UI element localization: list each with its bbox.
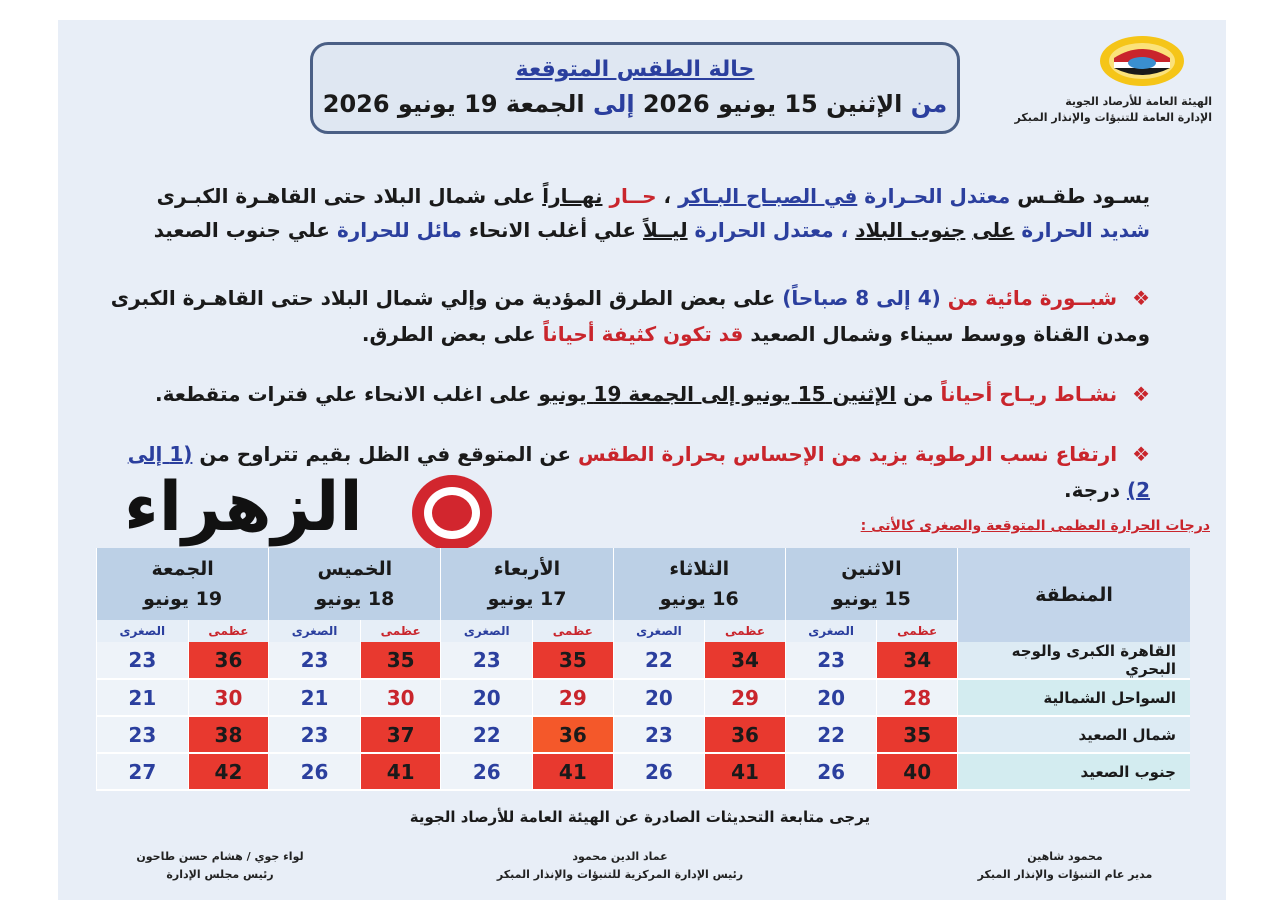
signature-name: عماد الدين محمود: [572, 850, 668, 863]
min-temp-cell: 23: [97, 716, 189, 753]
day-header: الجمعة 19 يونيو: [97, 548, 269, 620]
max-temp-cell: 41: [705, 753, 786, 790]
bullet-icon: ❖: [1132, 442, 1150, 466]
forecast-title: حالة الطقس المتوقعة: [515, 57, 755, 82]
watermark-logo-icon: [404, 472, 500, 554]
bullet-icon: ❖: [1132, 286, 1150, 310]
max-label: عظمى: [360, 620, 441, 642]
max-label: عظمى: [188, 620, 269, 642]
summary-text: على شمال البلاد حتى القاهـرة الكبـرى: [156, 184, 536, 208]
min-temp-cell: 22: [441, 716, 533, 753]
max-temp-cell: 28: [877, 679, 958, 716]
summary-text: جنوب البلاد: [855, 218, 966, 242]
min-label: الصغرى: [97, 620, 189, 642]
min-temp-cell: 26: [613, 753, 705, 790]
table-caption: درجات الحرارة العظمى المتوقعة والصغرى كالأتى :: [860, 518, 1210, 534]
signature-title: رئيس الإدارة المركزية للتنبؤات والإنذار المبكر: [496, 868, 744, 881]
day-header: الأربعاء 17 يونيو: [441, 548, 613, 620]
signature-name: محمود شاهين: [1027, 850, 1103, 863]
max-temp-cell: 29: [705, 679, 786, 716]
min-temp-cell: 23: [441, 642, 533, 679]
bullet-highlight: شبــورة مائية من: [947, 286, 1118, 310]
summary-highlight: شديد الحرارة: [1021, 218, 1150, 242]
min-temp-cell: 21: [269, 679, 361, 716]
signature-middle: [470, 848, 770, 884]
bullet-text: على بعض الطرق.: [361, 322, 536, 346]
title-box: [310, 42, 960, 134]
bullet-highlight: قد تكون كثيفة أحياناً: [542, 322, 744, 346]
region-column-header: المنطقة: [958, 548, 1191, 642]
bullet-highlight: ارتفاع نسب الرطوبة يزيد من الإحساس بحرارة الطقس: [577, 442, 1118, 466]
min-temp-cell: 20: [613, 679, 705, 716]
summary-text: نهــاراً: [542, 184, 603, 208]
region-cell: جنوب الصعيد: [958, 753, 1191, 790]
bullet-text: الإثنين 15 يونيو إلى الجمعة 19 يونيو: [538, 382, 897, 406]
day-header: الاثنين 15 يونيو: [785, 548, 957, 620]
max-temp-cell: 41: [533, 753, 614, 790]
forecast-period: [313, 90, 957, 118]
min-temp-cell: 23: [269, 642, 361, 679]
signature-title: رئيس مجلس الإدارة: [166, 868, 274, 881]
signature-right: [930, 848, 1200, 884]
table-row: [97, 753, 1191, 790]
max-temp-cell: 34: [877, 642, 958, 679]
region-cell: القاهرة الكبرى والوجه البحري: [958, 642, 1191, 679]
min-temp-cell: 23: [269, 716, 361, 753]
max-temp-cell: 35: [533, 642, 614, 679]
org-line-1: الهيئة العامة للأرصاد الجوية: [1065, 95, 1212, 108]
date-prefix: من: [910, 90, 948, 118]
day-header: الثلاثاء 16 يونيو: [613, 548, 785, 620]
region-cell: شمال الصعيد: [958, 716, 1191, 753]
min-temp-cell: 23: [97, 642, 189, 679]
day-header: الخميس 18 يونيو: [269, 548, 441, 620]
date-start: الإثنين 15 يونيو 2026: [642, 90, 903, 118]
max-temp-cell: 40: [877, 753, 958, 790]
max-temp-cell: 36: [533, 716, 614, 753]
summary-highlight: حــار: [609, 184, 657, 208]
min-temp-cell: 26: [269, 753, 361, 790]
summary-text: ليــلاً: [643, 218, 688, 242]
bullet-fog-line-2: [110, 316, 1150, 352]
summary-highlight: مائل للحرارة: [336, 218, 462, 242]
max-temp-cell: 38: [188, 716, 269, 753]
bullet-text: ومدن القناة ووسط سيناء وشمال الصعيد: [750, 322, 1150, 346]
bullet-text: على بعض الطرق المؤدية من وإلي شمال البلاد حتى القاهـرة الكبرى: [110, 286, 776, 310]
min-temp-cell: 22: [613, 642, 705, 679]
watermark: [124, 468, 504, 558]
bullet-fog-line-1: [110, 280, 1150, 316]
min-temp-cell: 23: [613, 716, 705, 753]
table-row: [97, 679, 1191, 716]
min-label: الصغرى: [613, 620, 705, 642]
min-temp-cell: 22: [785, 716, 877, 753]
max-temp-cell: 41: [360, 753, 441, 790]
summary-highlight: ، معتدل الحرارة: [694, 218, 849, 242]
summary-text: ،: [663, 184, 672, 208]
summary-line-2: [110, 212, 1150, 248]
date-connector: إلى: [593, 90, 635, 118]
table-header-row: [97, 548, 1191, 620]
min-temp-cell: 20: [785, 679, 877, 716]
max-temp-cell: 36: [188, 642, 269, 679]
table-row: [97, 716, 1191, 753]
summary-text: على: [972, 218, 1015, 242]
min-temp-cell: 26: [441, 753, 533, 790]
max-label: عظمى: [877, 620, 958, 642]
region-cell: السواحل الشمالية: [958, 679, 1191, 716]
signature-title: مدير عام التنبؤات والإنذار المبكر: [977, 868, 1153, 881]
max-temp-cell: 36: [705, 716, 786, 753]
min-temp-cell: 20: [441, 679, 533, 716]
max-temp-cell: 29: [533, 679, 614, 716]
max-temp-cell: 42: [188, 753, 269, 790]
summary-text: علي أغلب الانحاء: [468, 218, 637, 242]
organization-name: [1015, 94, 1212, 126]
max-temp-cell: 35: [877, 716, 958, 753]
date-end: الجمعة 19 يونيو 2026: [322, 90, 585, 118]
min-temp-cell: 26: [785, 753, 877, 790]
summary-highlight: معتدل الحـرارة: [864, 184, 1011, 208]
signature-name: لواء جوي / هشام حسن طاحون: [136, 850, 304, 863]
temperature-table: [96, 548, 1190, 791]
max-temp-cell: 34: [705, 642, 786, 679]
max-temp-cell: 30: [188, 679, 269, 716]
bullet-text: من: [903, 382, 934, 406]
bullet-highlight: (1 إلى 2): [127, 442, 1150, 502]
bullet-text: عن المتوقع في الظل بقيم تتراوح من: [199, 442, 571, 466]
summary-text: علي جنوب الصعيد: [153, 218, 330, 242]
signature-left: [110, 848, 330, 884]
summary-text: يسـود طقـس: [1017, 184, 1150, 208]
bullet-text: على اغلب الانحاء علي فترات متقطعة.: [155, 382, 532, 406]
footer-note: يرجى متابعة التحديثات الصادرة عن الهيئة العامة للأرصاد الجوية: [409, 808, 871, 826]
min-temp-cell: 23: [785, 642, 877, 679]
org-line-2: الإدارة العامة للتنبؤات والإنذار المبكر: [1014, 111, 1212, 124]
max-temp-cell: 37: [360, 716, 441, 753]
temperature-table-body: [97, 642, 1191, 790]
bullet-text: درجة.: [1064, 478, 1120, 502]
max-temp-cell: 35: [360, 642, 441, 679]
min-label: الصغرى: [441, 620, 533, 642]
bullet-highlight: (4 إلى 8 صباحاً): [782, 286, 941, 310]
summary-highlight: في الصبـاح البـاكر: [678, 184, 858, 208]
min-label: الصغرى: [785, 620, 877, 642]
watermark-text: الزهراء: [124, 468, 363, 547]
max-temp-cell: 30: [360, 679, 441, 716]
bullet-highlight: نشـاط ريـاح أحياناً: [940, 382, 1118, 406]
min-label: الصغرى: [269, 620, 361, 642]
min-temp-cell: 27: [97, 753, 189, 790]
max-label: عظمى: [533, 620, 614, 642]
summary-line-1: [110, 178, 1150, 214]
bullet-wind: [110, 376, 1150, 412]
min-temp-cell: 21: [97, 679, 189, 716]
table-row: [97, 642, 1191, 679]
max-label: عظمى: [705, 620, 786, 642]
bullet-icon: ❖: [1132, 382, 1150, 406]
meteorological-authority-logo: [1098, 34, 1186, 88]
